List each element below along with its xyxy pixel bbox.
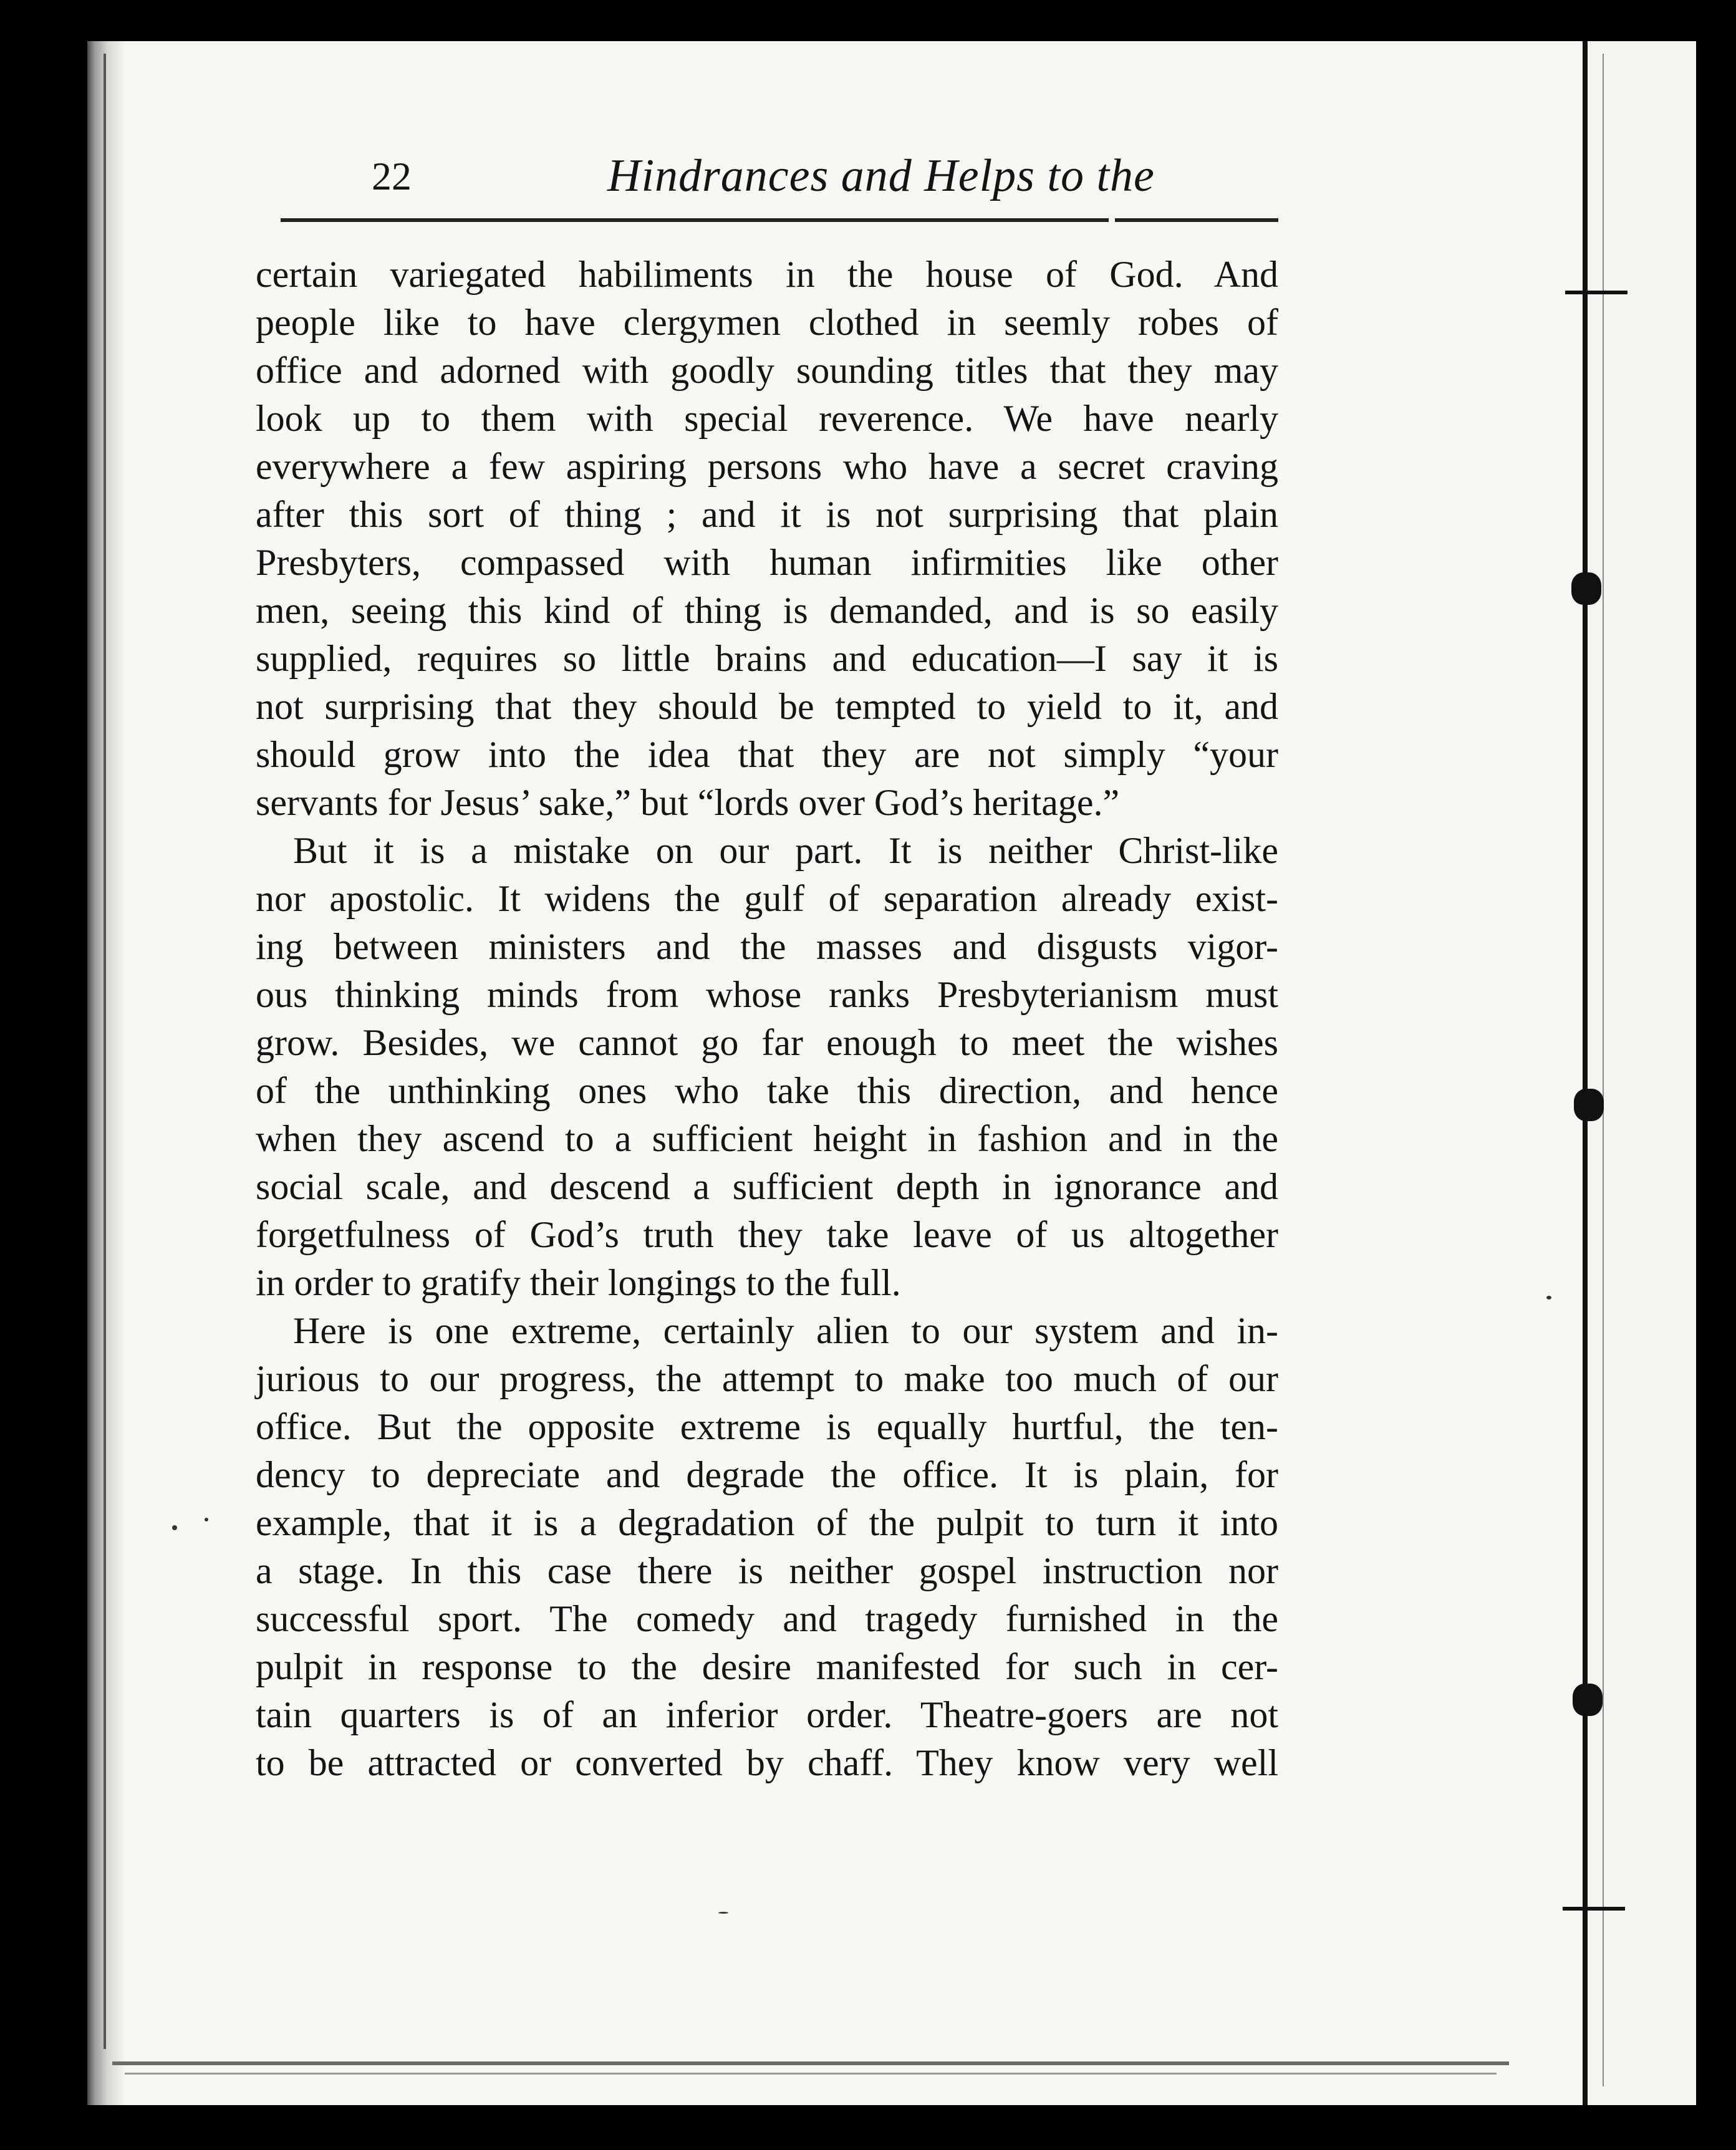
binding-fold-thin-line bbox=[1603, 54, 1604, 2086]
text-line: nor apostolic. It widens the gulf of separation already exist- bbox=[256, 878, 1278, 919]
paragraph bbox=[256, 827, 1278, 1307]
scan-speck bbox=[718, 1912, 728, 1914]
text-line: grow. Besides, we cannot go far enough to meet the wishes bbox=[256, 1022, 1278, 1063]
binding-stitch-mark bbox=[1565, 291, 1628, 294]
text-line: men, seeing this kind of thing is demanded, and is so easily bbox=[256, 590, 1278, 631]
text-line: certain variegated habiliments in the house of God. And bbox=[256, 254, 1278, 295]
text-line: of the unthinking ones who take this direction, and hence bbox=[256, 1070, 1278, 1111]
paragraph bbox=[256, 1307, 1278, 1787]
binding-fold-strip bbox=[1583, 41, 1696, 2105]
scan-speck bbox=[1546, 1296, 1551, 1299]
binding-fold-line bbox=[1583, 41, 1588, 2105]
text-line: ing between ministers and the masses and disgusts vigor- bbox=[256, 926, 1278, 967]
paragraph bbox=[256, 251, 1278, 827]
binding-stitch-mark bbox=[1573, 1684, 1603, 1716]
text-line: dency to depreciate and degrade the office. It is plain, for bbox=[256, 1454, 1278, 1495]
body-text bbox=[256, 251, 1278, 1787]
text-line: Presbyters, compassed with human infirmities like other bbox=[256, 542, 1278, 583]
text-line: everywhere a few aspiring persons who have a secret craving bbox=[256, 446, 1278, 487]
text-line: example, that it is a degradation of the pulpit to turn it into bbox=[256, 1502, 1278, 1543]
text-line: office. But the opposite extreme is equally hurtful, the ten- bbox=[256, 1406, 1278, 1447]
scan-speck bbox=[172, 1525, 177, 1530]
text-line: servants for Jesus’ sake,” but “lords over God’s heritage.” bbox=[256, 782, 1120, 823]
text-line: ous thinking minds from whose ranks Presbyterianism must bbox=[256, 974, 1278, 1015]
text-line: should grow into the idea that they are not simply “your bbox=[256, 734, 1278, 775]
text-line: But it is a mistake on our part. It is neither Christ-like bbox=[293, 830, 1278, 871]
page-header bbox=[281, 137, 1378, 212]
text-line: jurious to our progress, the attempt to make too much of our bbox=[256, 1358, 1278, 1399]
binding-stitch-mark bbox=[1571, 572, 1601, 605]
text-line: supplied, requires so little brains and education—I say it is bbox=[256, 638, 1278, 679]
page-bottom-edge bbox=[112, 2061, 1509, 2065]
text-line: tain quarters is of an inferior order. Theatre-goers are not bbox=[256, 1694, 1278, 1735]
text-line: Here is one extreme, certainly alien to our system and in- bbox=[293, 1310, 1278, 1351]
text-line: after this sort of thing ; and it is not surprising that plain bbox=[256, 494, 1278, 535]
text-line: a stage. In this case there is neither gospel instruction nor bbox=[256, 1550, 1278, 1591]
text-line: not surprising that they should be tempted to yield to it, and bbox=[256, 686, 1278, 727]
header-rule-gap bbox=[1109, 212, 1115, 228]
scan-speck bbox=[205, 1518, 208, 1521]
text-line: successful sport. The comedy and tragedy furnished in the bbox=[256, 1598, 1278, 1639]
binding-stitch-mark bbox=[1563, 1907, 1625, 1911]
binding-stitch-mark bbox=[1574, 1089, 1604, 1121]
page-left-edge-line bbox=[104, 54, 106, 2049]
text-line: office and adorned with goodly sounding titles that they may bbox=[256, 350, 1278, 391]
page-left-edge bbox=[87, 41, 125, 2105]
text-line: pulpit in response to the desire manifested for such in cer- bbox=[256, 1646, 1278, 1687]
text-line: to be attracted or converted by chaff. They know very well bbox=[256, 1742, 1278, 1783]
text-line: in order to gratify their longings to the full. bbox=[256, 1262, 901, 1303]
text-line: social scale, and descend a sufficient depth in ignorance and bbox=[256, 1166, 1278, 1207]
page-number: 22 bbox=[372, 154, 412, 198]
page-bottom-edge-line bbox=[125, 2073, 1497, 2075]
running-title: Hindrances and Helps to the bbox=[607, 150, 1155, 201]
text-line: look up to them with special reverence. We have nearly bbox=[256, 398, 1278, 439]
text-line: people like to have clergymen clothed in seemly robes of bbox=[256, 302, 1278, 343]
text-line: when they ascend to a sufficient height in fashion and in the bbox=[256, 1118, 1278, 1159]
text-line: forgetfulness of God’s truth they take leave of us altogether bbox=[256, 1214, 1278, 1255]
header-rule bbox=[281, 218, 1278, 222]
